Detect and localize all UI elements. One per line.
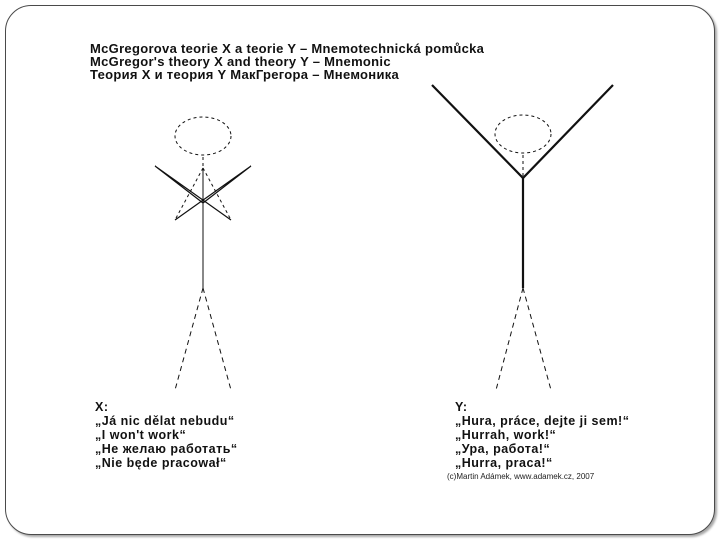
head-x: [175, 117, 231, 155]
head-y: [495, 115, 551, 153]
raised-arms-y: [432, 85, 613, 178]
theory-x-quote-cz: „Já nic dělat nebudu“: [95, 414, 235, 428]
theory-y-quote-cz: „Hura, práce, dejte ji sem!“: [455, 414, 630, 428]
theory-y-quote-en: „Hurrah, work!“: [455, 428, 557, 442]
theory-x-label: X:: [95, 400, 109, 414]
mnemonic-diagram: [85, 38, 642, 482]
theory-y-quote-pl: „Hurra, praca!“: [455, 456, 553, 470]
theory-y-label: Y:: [455, 400, 468, 414]
theory-x-quote-en: „I won't work“: [95, 428, 187, 442]
title-line-cz: McGregorova teorie X a teorie Y – Mnemotechnická pomůcka: [90, 41, 485, 56]
title-line-ru: Теория X и теория Y МакГрегора – Мнемоника: [90, 67, 400, 82]
theory-x-quote-ru: „Не желаю работать“: [95, 442, 238, 456]
legs-x: [175, 288, 231, 390]
stick-figure-y: [432, 85, 613, 390]
theory-y-quote-ru: „Ура, работа!“: [455, 442, 551, 456]
theory-x-quote-pl: „Nie będe pracował“: [95, 456, 227, 470]
title-line-en: McGregor's theory X and theory Y – Mnemonic: [90, 54, 391, 69]
stick-figure-x: [155, 117, 251, 390]
copyright-credit: (c)Martin Adámek, www.adamek.cz, 2007: [447, 472, 595, 481]
legs-y: [496, 288, 551, 390]
